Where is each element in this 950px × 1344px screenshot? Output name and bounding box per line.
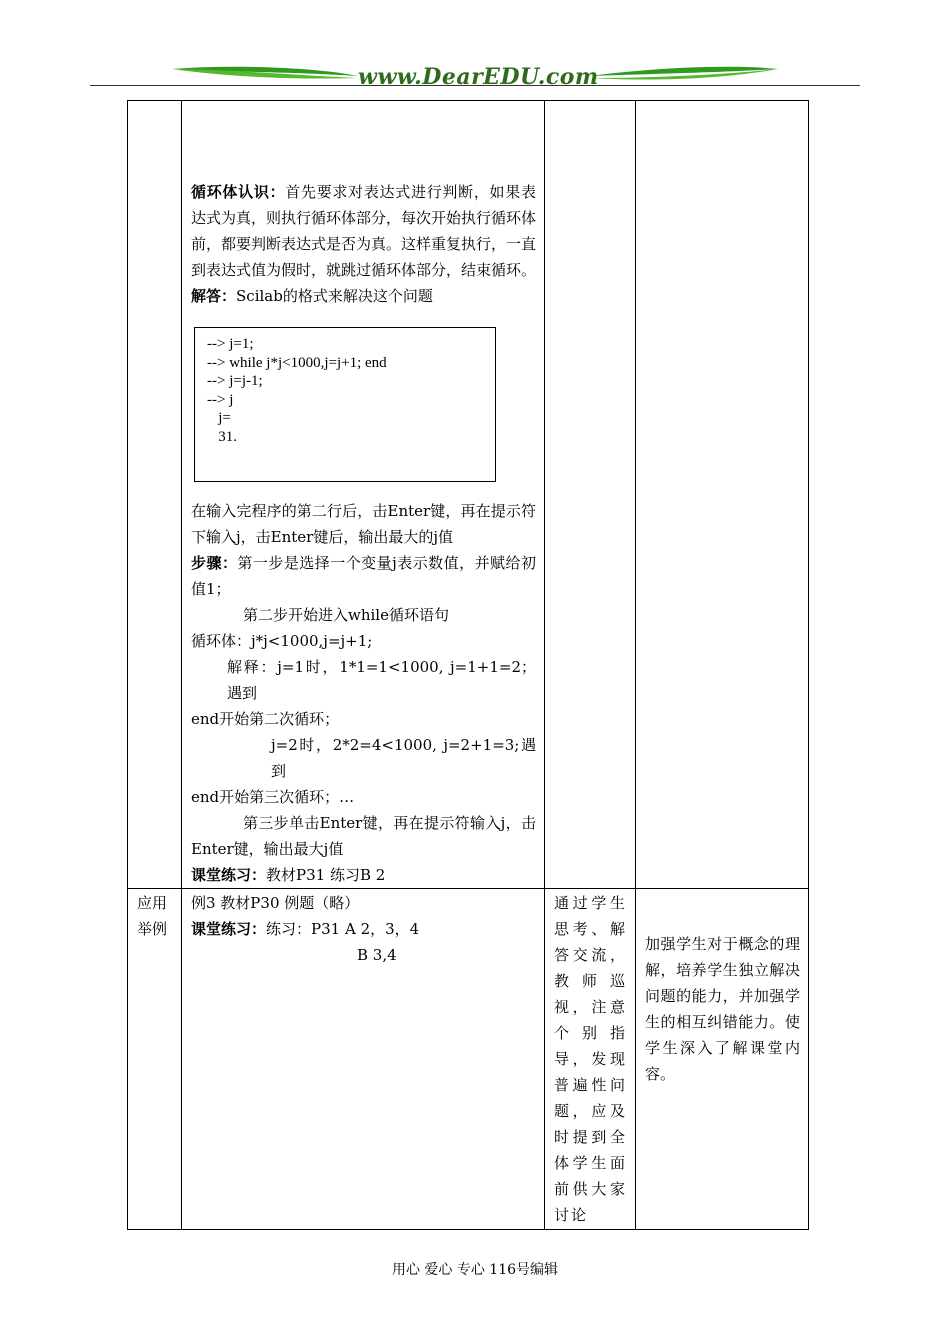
code-line: --> j (207, 391, 234, 408)
explain1a: 解释：j=1时，1*1=1<1000, j=1+1=2；遇到 (227, 658, 536, 702)
page-header (90, 60, 860, 100)
steps-text: 第一步是选择一个变量j表示数值，并赋给初值1； (191, 554, 536, 598)
section-title: 应用举例 (137, 894, 168, 938)
steps-line (191, 550, 536, 602)
label-exercise-2: 课堂练习： (191, 920, 267, 938)
lesson-table (127, 100, 809, 1230)
exercise-line-2 (191, 916, 536, 942)
header-rule (90, 85, 860, 86)
exercise-text-2: 练习：P31 A 2，3，4 (266, 920, 420, 938)
example-line: 例3 教材P30 例题（略） (191, 894, 360, 912)
cell-empty-1 (128, 101, 182, 889)
cell-content (182, 101, 545, 889)
explain2b: end开始第三次循环；… (191, 788, 355, 806)
para1-text: 首先要求对表达式进行判断，如果表达式为真，则执行循环体部分，每次开始执行循环体前，都要判断表达式是否为真。这样重复执行，一直到表达式值为假时，就跳过循环体部分，结束循环。 (191, 183, 537, 279)
cell-empty-3 (545, 101, 636, 889)
step2: 第二步开始进入while循环语句 (243, 606, 449, 624)
cell-purpose (636, 889, 809, 1230)
site-logo: www.DearEDU.com (358, 64, 599, 90)
table-row (128, 889, 809, 1230)
page-footer: 用心 爱心 专心 116号编辑 (391, 1262, 559, 1278)
loop-body-line: 循环体：j*j<1000,j=j+1; (191, 632, 373, 650)
cell-empty-4 (636, 101, 809, 889)
exercise-text: 教材P31 练习B 2 (266, 866, 386, 884)
label-answer: 解答： (191, 287, 237, 305)
explain1b: end开始第二次循环； (191, 710, 340, 728)
answer-text: Scilab的格式来解决这个问题 (236, 287, 433, 305)
code-line: --> j=1; (207, 336, 254, 352)
loop-body-paragraph (191, 179, 536, 283)
code-line: --> while j*j<1000,j=j+1; end (207, 354, 387, 371)
table-row (128, 101, 809, 889)
activity-text: 通过学生思考、解答交流，教师巡视，注意个别指导，发现普遍性问题，应及时提到全体学生面前供大家讨论 (554, 894, 627, 1224)
code-box (194, 327, 496, 482)
label-steps: 步骤： (191, 554, 238, 572)
step3: 第三步单击Enter键，再在提示符输入j，击Enter键，输出最大j值 (191, 814, 536, 858)
cell-activity (545, 889, 636, 1230)
cell-example (182, 889, 545, 1230)
cell-section-title (128, 889, 182, 1230)
para2: 在输入完程序的第二行后，击Enter键，再在提示符下输入j，击Enter键后，输出最大的j值 (191, 502, 536, 546)
label-loop-body: 循环体认识： (191, 183, 286, 201)
code-line: j= (207, 410, 231, 426)
label-exercise: 课堂练习： (191, 866, 267, 884)
exercise-b: B 3,4 (357, 946, 397, 964)
code-line: --> j=j-1; (207, 373, 263, 389)
explain2a: j=2时，2*2=4<1000, j=2+1=3;遇到 (271, 736, 536, 780)
answer-line (191, 283, 536, 309)
exercise-line (191, 862, 536, 888)
purpose-text: 加强学生对于概念的理解，培养学生独立解决问题的能力，并加强学生的相互纠错能力。使学生深入了解课堂内容。 (645, 935, 800, 1083)
code-line: 31. (207, 428, 237, 445)
